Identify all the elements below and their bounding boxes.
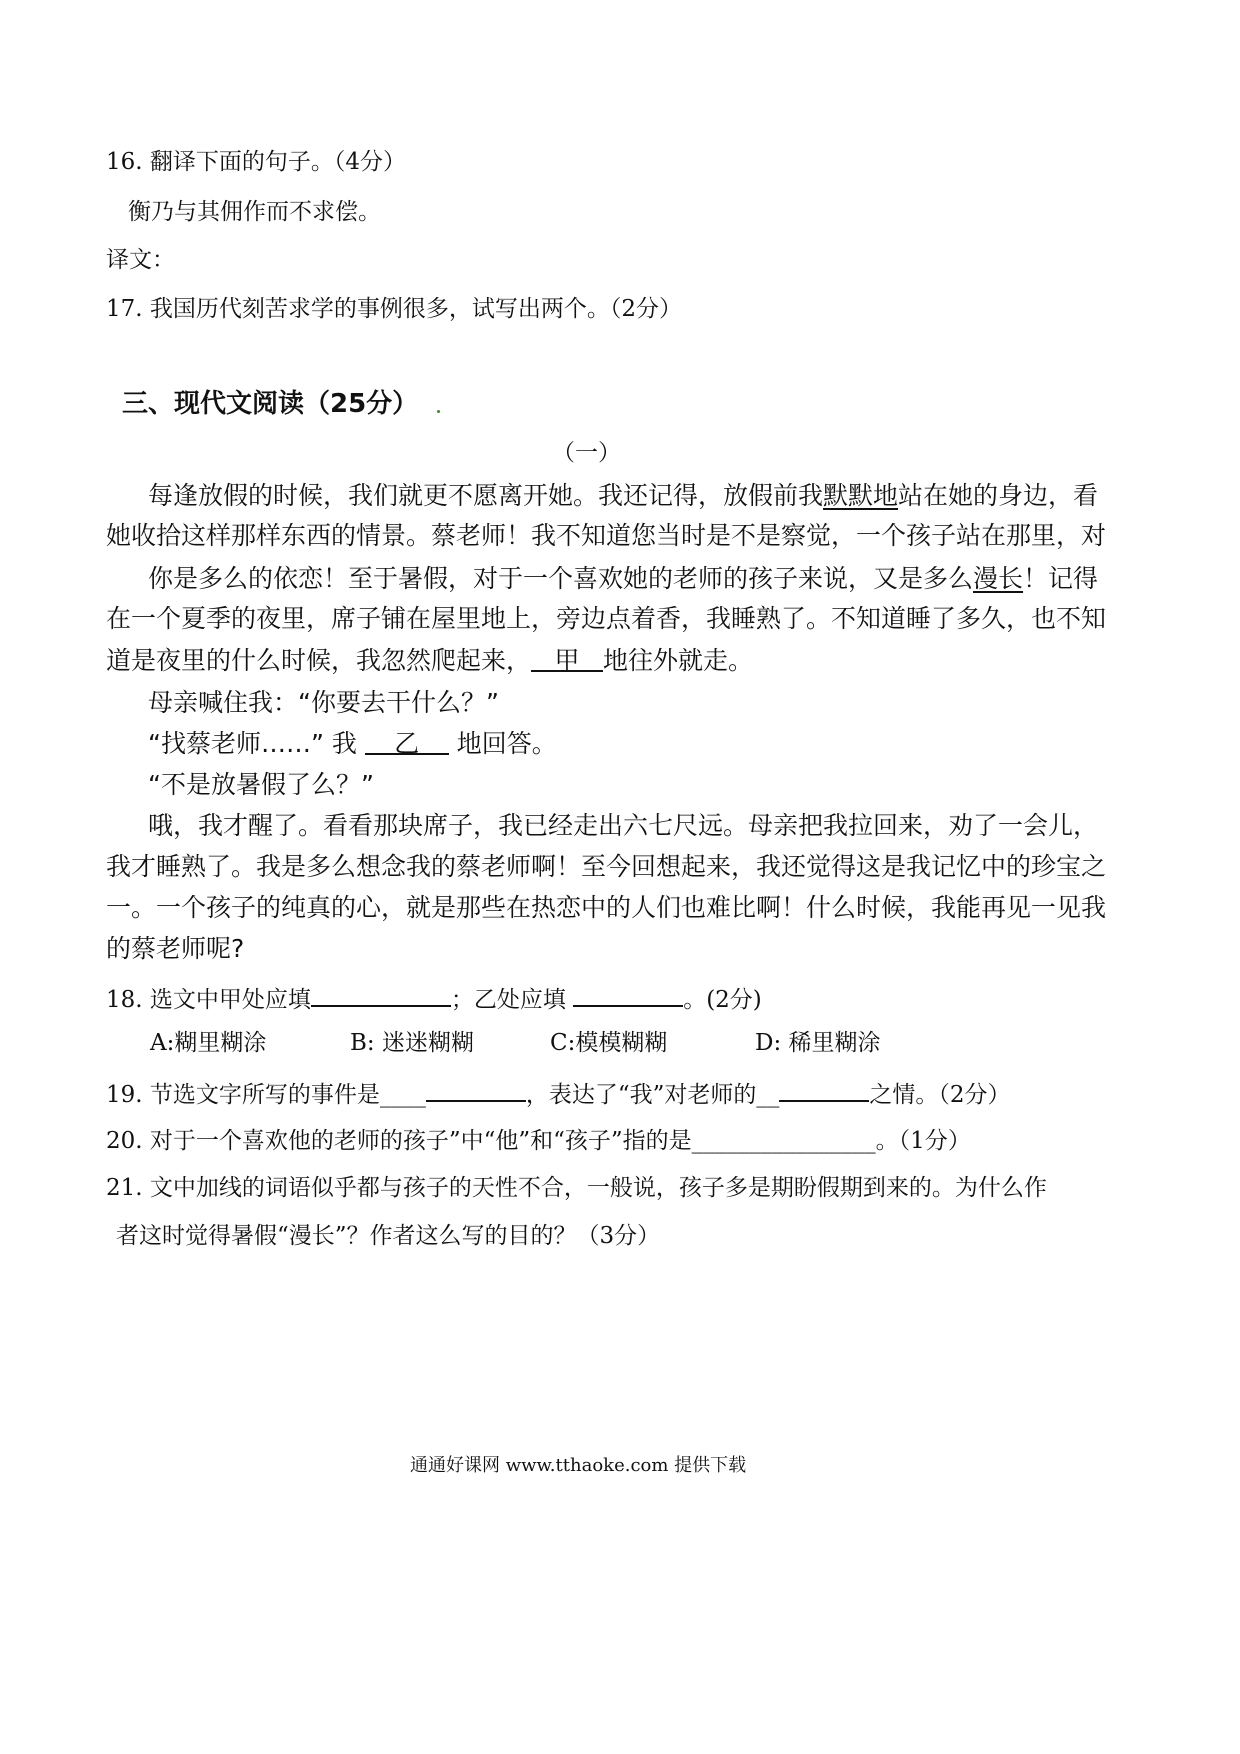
question-16-answer-label: 译文： — [106, 247, 175, 273]
option-d[interactable]: D: 稀里糊涂 — [755, 1030, 881, 1056]
stray-mark — [437, 410, 440, 413]
passage-line: 道是夜里的什么时候，我忽然爬起来， 甲 地往外就走。 — [106, 646, 754, 675]
question-16-title: 16. 翻译下面的句子。（4分） — [106, 149, 407, 175]
question-20: 20. 对于一个喜欢他的老师的孩子”中“他”和“孩子”指的是________________。（1分） — [106, 1128, 971, 1154]
section-3-title: 三、现代文阅读（25分） — [122, 389, 419, 419]
question-19: 19. 节选文字所写的事件是____ ，表达了“我”对老师的__ 之情。（2分） — [106, 1076, 1011, 1110]
passage-number: （一） — [552, 440, 621, 466]
passage-line: “找蔡老师……” 我 乙 地回答。 — [148, 729, 557, 758]
q18-blank-jia[interactable] — [311, 981, 451, 1007]
passage-line: 在一个夏季的夜里，席子铺在屋里地上，旁边点着香，我睡熟了。不知道睡了多久，也不知 — [106, 604, 1107, 633]
question-17-title: 17. 我国历代刻苦求学的事例很多，试写出两个。（2分） — [106, 296, 683, 322]
q19-blank-event[interactable] — [426, 1076, 526, 1102]
passage-line: 的蔡老师呢? — [106, 934, 245, 963]
footer-credit: 通通好课网 www.tthaoke.com 提供下载 — [410, 1455, 747, 1476]
question-16-sentence: 衡乃与其佣作而不求偿。 — [128, 199, 381, 225]
blank-jia[interactable]: 甲 — [531, 646, 603, 672]
question-21-line1: 21. 文中加线的词语似乎都与孩子的天性不合，一般说，孩子多是期盼假期到来的。为什么作 — [106, 1175, 1047, 1201]
q18-blank-yi[interactable] — [573, 981, 683, 1007]
question-21-line2: 者这时觉得暑假“漫长”？作者这么写的目的？（3分） — [116, 1223, 661, 1249]
option-b[interactable]: B: 迷迷糊糊 — [350, 1030, 474, 1056]
question-18-options — [150, 1028, 881, 1058]
passage-line: 哦，我才醒了。看看那块席子，我已经走出六七尺远。母亲把我拉回来，劝了一会儿， — [148, 811, 1099, 840]
blank-yi[interactable]: 乙 — [365, 729, 449, 755]
underlined-word-manchang: 漫长 — [973, 564, 1024, 593]
passage-line: “不是放暑假了么？” — [148, 770, 374, 799]
passage-line: 每逢放假的时候，我们就更不愿离开她。我还记得，放假前我默默地站在她的身边，看 — [148, 481, 1099, 510]
passage-line: 我才睡熟了。我是多么想念我的蔡老师啊！至今回想起来，我还觉得这是我记忆中的珍宝之 — [106, 852, 1107, 881]
passage-line: 一。一个孩子的纯真的心，就是那些在热恋中的人们也难比啊！什么时候，我能再见一见我 — [106, 893, 1107, 922]
question-18: 18. 选文中甲处应填 ；乙处应填 。(2分) — [106, 981, 762, 1015]
option-a[interactable]: A:糊里糊涂 — [150, 1030, 267, 1056]
passage-line: 她收拾这样那样东西的情景。蔡老师！我不知道您当时是不是察觉，一个孩子站在那里，对 — [106, 521, 1107, 550]
q19-blank-feeling[interactable] — [779, 1076, 869, 1102]
passage-line: 你是多么的依恋！至于暑假，对于一个喜欢她的老师的孩子来说，又是多么漫长！记得 — [148, 564, 1099, 593]
underlined-word-momode: 默默地 — [823, 481, 899, 510]
option-c[interactable]: C:模模糊糊 — [550, 1030, 668, 1056]
passage-line: 母亲喊住我：“你要去干什么？” — [148, 688, 499, 717]
